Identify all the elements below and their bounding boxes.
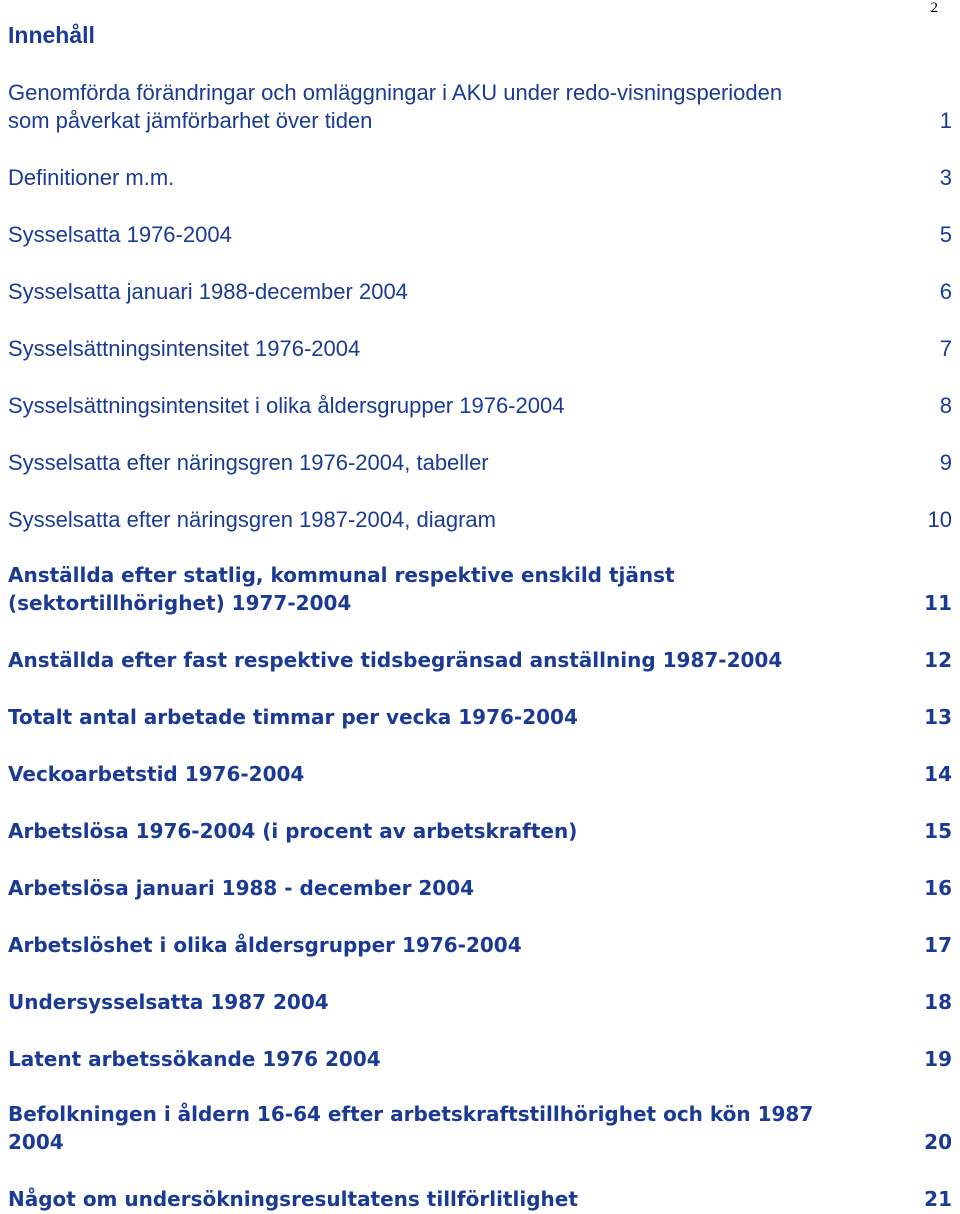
toc-entry[interactable]	[8, 506, 952, 534]
toc-entry-text: Anställda efter fast respektive tidsbegränsad anställning 1987-2004	[8, 648, 783, 672]
toc-entry[interactable]	[8, 874, 952, 902]
toc-entry-text: Arbetslösa januari 1988 - december 2004	[8, 876, 475, 900]
toc-entry-text: Definitioner m.m.	[8, 165, 175, 190]
toc-entry[interactable]	[8, 1100, 952, 1156]
toc-entry[interactable]	[8, 646, 952, 674]
toc-entry[interactable]	[8, 278, 952, 306]
toc-entry-page: 10	[927, 507, 952, 532]
toc-entry-text: Arbetslösa 1976-2004 (i procent av arbetskraften)	[8, 819, 578, 843]
toc-entry-text: Anställda efter statlig, kommunal respektive enskild tjänst (sektortillhörighet) 1977-2004	[8, 563, 675, 615]
toc-entry[interactable]	[8, 561, 952, 617]
toc-entry[interactable]	[8, 703, 952, 731]
toc-entry-text: Veckoarbetstid 1976-2004	[8, 762, 305, 786]
toc-entry[interactable]	[8, 335, 952, 363]
toc-entry-page: 20	[924, 1130, 952, 1154]
toc-entry[interactable]	[8, 449, 952, 477]
toc-entry-page: 5	[939, 222, 952, 247]
toc-entry-text: Sysselsatta efter näringsgren 1976-2004, tabeller	[8, 450, 489, 475]
toc-entry-page: 13	[924, 705, 952, 729]
toc-entry-page: 14	[924, 762, 952, 786]
toc-entry-text: Arbetslöshet i olika åldersgrupper 1976-2004	[8, 933, 522, 957]
toc-entry-page: 18	[924, 990, 952, 1014]
toc-entry-text: Genomförda förändringar och omläggningar i AKU under redo-visningsperioden som påverkat jämförbarhet över tiden	[8, 80, 783, 133]
toc-entry[interactable]	[8, 164, 952, 192]
toc-entry-text: Undersysselsatta 1987 2004	[8, 990, 329, 1014]
toc-entry-text: Något om undersökningsresultatens tillförlitlighet	[8, 1187, 578, 1211]
toc-entry[interactable]	[8, 79, 952, 135]
toc-entry-text: Sysselsatta efter näringsgren 1987-2004, diagram	[8, 507, 496, 532]
toc-entry-page: 15	[924, 819, 952, 843]
toc-entry[interactable]	[8, 221, 952, 249]
toc-entry-text: Sysselsatta 1976-2004	[8, 222, 232, 247]
toc-entry-page: 8	[939, 393, 952, 418]
toc-entry-page: 12	[924, 648, 952, 672]
page-number: 2	[930, 0, 938, 16]
toc-entry-text: Latent arbetssökande 1976 2004	[8, 1047, 381, 1071]
toc-entry-page: 17	[924, 933, 952, 957]
toc-entry[interactable]	[8, 1045, 952, 1073]
toc-entry[interactable]	[8, 931, 952, 959]
toc-entry-page: 6	[939, 279, 952, 304]
toc-entry[interactable]	[8, 392, 952, 420]
toc-entry-page: 21	[924, 1187, 952, 1211]
toc-entry-page: 7	[939, 336, 952, 361]
toc-entry-text: Sysselsättningsintensitet i olika åldersgrupper 1976-2004	[8, 393, 565, 418]
toc-entry-page: 9	[939, 450, 952, 475]
page-title: Innehåll	[8, 22, 95, 48]
toc-entry[interactable]	[8, 760, 952, 788]
toc-entry-text: Totalt antal arbetade timmar per vecka 1976-2004	[8, 705, 578, 729]
toc-entry-page: 3	[939, 165, 952, 190]
toc-entry-text: Sysselsatta januari 1988-december 2004	[8, 279, 408, 304]
toc-entry[interactable]	[8, 1185, 952, 1213]
toc-entry[interactable]	[8, 817, 952, 845]
toc-entry-page: 1	[939, 108, 952, 133]
toc-entry[interactable]	[8, 988, 952, 1016]
toc-entry-page: 16	[924, 876, 952, 900]
toc-entry-text: Befolkningen i åldern 16-64 efter arbetskraftstillhörighet och kön 1987 2004	[8, 1102, 814, 1154]
toc-entry-page: 19	[924, 1047, 952, 1071]
toc-entry-page: 11	[924, 591, 952, 615]
toc-entry-text: Sysselsättningsintensitet 1976-2004	[8, 336, 361, 361]
